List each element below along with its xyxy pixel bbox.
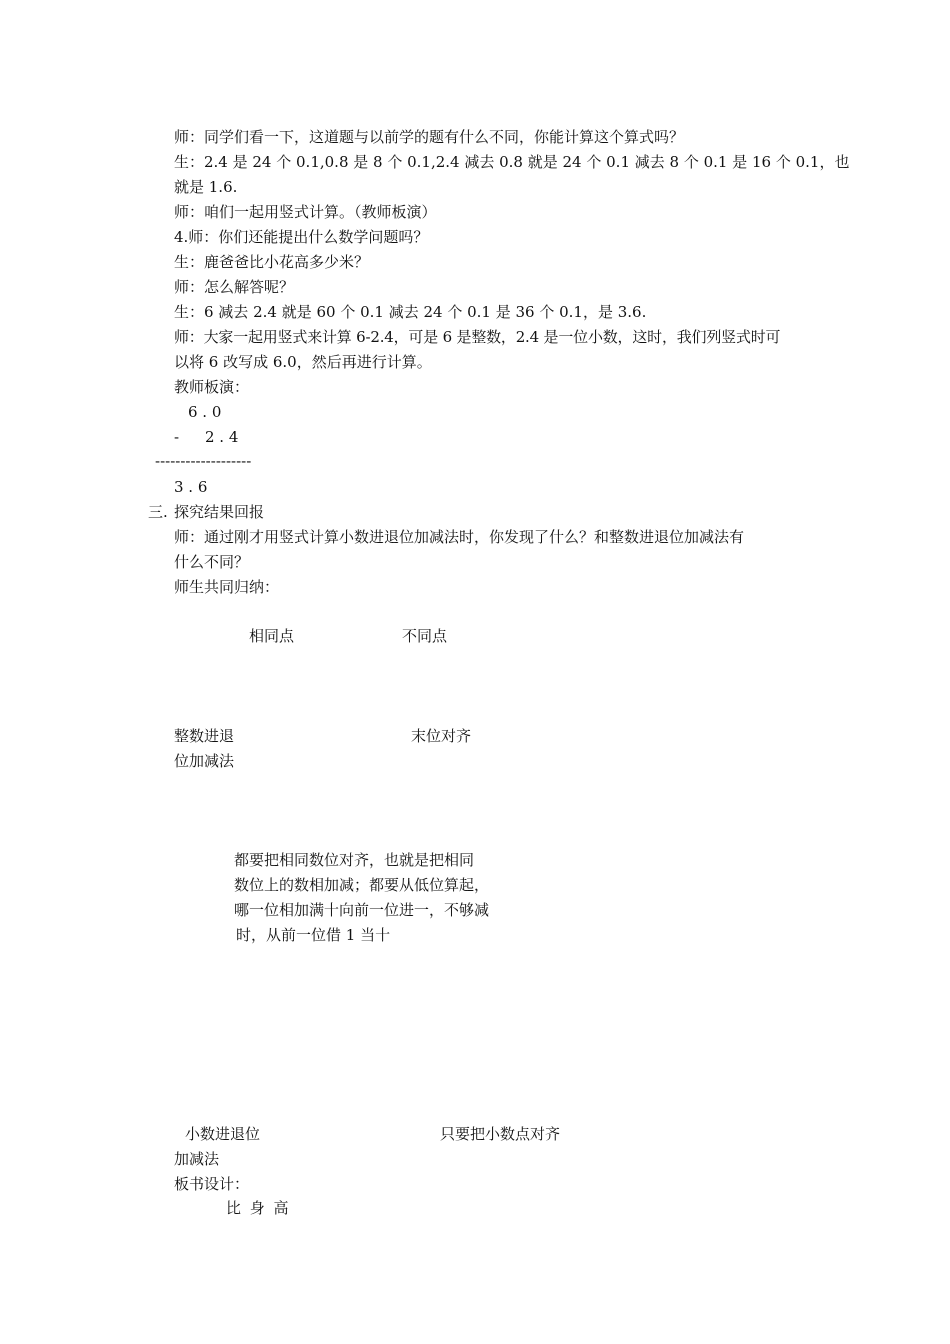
paragraph-line: 师：大家一起用竖式来计算 6-2.4，可是 6 是整数，2.4 是一位小数，这时，我们列竖式时可 [174, 328, 781, 346]
paragraph-line: 什么不同？ [174, 553, 250, 571]
common-points-text: 都要把相同数位对齐，也就是把相同 [234, 851, 475, 869]
paragraph-line: 就是 1.6. [174, 178, 238, 196]
subtrahend: 2 . 4 [205, 428, 239, 446]
decimal-method-label: 加减法 [174, 1150, 220, 1168]
common-points-text: 数位上的数相加减；都要从低位算起， [234, 876, 490, 894]
difference: 3 . 6 [174, 478, 208, 496]
paragraph-line: 4.师：你们还能提出什么数学问题吗？ [174, 228, 429, 246]
different-points-header: 不同点 [402, 627, 448, 645]
paragraph-line: 生：鹿爸爸比小花高多少米？ [174, 253, 370, 271]
paragraph-line: 师：同学们看一下，这道题与以前学的题有什么不同，你能计算这个算式吗？ [174, 128, 685, 146]
integer-method-label: 整数进退 [174, 727, 235, 745]
board-design-title: 比 身 高 [226, 1199, 291, 1217]
paragraph-line: 师：通过刚才用竖式计算小数进退位加减法时，你发现了什么？和整数进退位加减法有 [174, 528, 745, 546]
common-points-text: 时，从前一位借 1 当十 [236, 926, 391, 944]
paragraph-line: 师：怎么解答呢？ [174, 278, 295, 296]
decimal-method-label: 小数进退位 [185, 1125, 261, 1143]
same-points-header: 相同点 [249, 627, 295, 645]
minuend: 6 . 0 [188, 403, 222, 421]
integer-method-label: 位加减法 [174, 752, 235, 770]
paragraph-line: 师：咱们一起用竖式计算。（教师板演） [174, 203, 437, 221]
paragraph-line: 生：2.4 是 24 个 0.1,0.8 是 8 个 0.1,2.4 减去 0.8 就是 24 个 0.1 减去 8 个 0.1 是 16 个 0.1，也 [174, 153, 850, 171]
paragraph-line: 生：6 减去 2.4 就是 60 个 0.1 减去 24 个 0.1 是 36 个 0.1，是 3.6. [174, 303, 647, 321]
section-number: 三. [148, 503, 168, 521]
minus-sign: - [174, 428, 180, 446]
section-heading: 探究结果回报 [174, 503, 265, 521]
paragraph-line: 以将 6 改写成 6.0，然后再进行计算。 [174, 353, 432, 371]
paragraph-line: 师生共同归纳： [174, 578, 280, 596]
common-points-text: 哪一位相加满十向前一位进一，不够减 [234, 901, 490, 919]
paragraph-line: 教师板演： [174, 378, 250, 396]
calculation-rule: ------------------- [155, 452, 252, 470]
board-design-label: 板书设计： [174, 1175, 250, 1193]
decimal-difference: 只要把小数点对齐 [440, 1125, 561, 1143]
integer-difference: 末位对齐 [411, 727, 472, 745]
